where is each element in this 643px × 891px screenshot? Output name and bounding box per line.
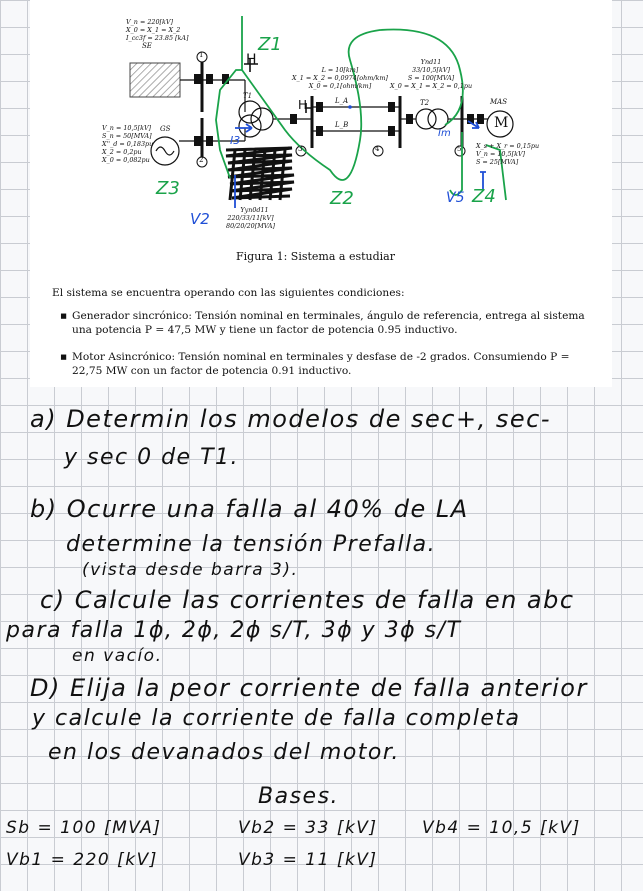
base-vb2: Vb2 = 33 [kV] xyxy=(238,818,378,838)
base-vb3: Vb3 = 11 [kV] xyxy=(238,850,378,870)
v5-label: V5 xyxy=(446,190,465,206)
se-params: V_n = 220[kV] X_0 = X_1 = X_2 I_cc3f = 23.85 [kA] SE xyxy=(126,18,189,50)
figure-caption: Figura 1: Sistema a estudiar xyxy=(236,250,395,263)
zone-1-label: Z1 xyxy=(258,34,282,55)
question-c-line1: c) Calcule las corrientes de falla en abc xyxy=(40,586,575,614)
base-vb1: Vb1 = 220 [kV] xyxy=(6,850,158,870)
gs-params: V_n = 10,5[kV] S_n = 50[MVA] X''_d = 0,183pu X_2 = 0,2pu X_0 = 0,082pu xyxy=(102,124,154,164)
t1-label: T1 xyxy=(243,92,253,100)
transformer-t2 xyxy=(416,109,436,129)
t2-label: T2 xyxy=(420,99,430,107)
gs-label: GS xyxy=(160,125,171,133)
h-mark-1: H xyxy=(246,52,257,68)
question-c-line3: en vacío. xyxy=(72,646,163,666)
t2-params: Ynd11 33/10,5[kV] S = 100[MVA] X_0 = X_1 = X_2 = 0,1pu xyxy=(390,58,473,90)
question-b-line2: determine la tensión Prefalla. xyxy=(66,532,437,557)
v2-label: V2 xyxy=(190,210,210,228)
bases-title: Bases. xyxy=(258,784,340,809)
base-sb: Sb = 100 [MVA] xyxy=(6,818,162,838)
lb-label: L_B xyxy=(335,121,349,129)
node-1-label: 1 xyxy=(199,51,204,59)
transformer-t1 xyxy=(239,101,261,123)
scribble xyxy=(226,148,294,200)
t1-params: Yyn0d11 220/33/11[kV] 80/20/20[MVA] xyxy=(226,206,276,230)
zone-4-label: Z4 xyxy=(472,186,496,207)
question-d-line2: y calcule la corriente de falla completa xyxy=(32,706,521,731)
se-source xyxy=(130,63,180,97)
question-d-line1: D) Elija la peor corriente de falla anterior xyxy=(30,674,588,702)
question-a-line2: y sec 0 de T1. xyxy=(64,445,240,470)
node-2-label: 2 xyxy=(199,156,204,164)
line-params: L = 10[km] X_1 = X_2 = 0,0974[ohm/km] X_0 = 0,1[ohm/km] xyxy=(292,66,388,90)
motor-symbol: M xyxy=(494,115,509,131)
h-mark-2: H xyxy=(298,98,308,112)
zone-3-label: Z3 xyxy=(156,178,180,199)
node-3-label: 3 xyxy=(298,145,303,153)
condition-motor: ▪ Motor Asincrónico: Tensión nominal en terminales y desfase de -2 grados. Consumiendo P = 22,75 MW con un factor de potencia 0.91 inductivo. xyxy=(60,351,570,377)
i3-label: I3 xyxy=(230,134,241,147)
question-a-line1: a) Determin los modelos de sec+, sec- xyxy=(30,405,551,433)
question-c-line2: para falla 1ϕ, 2ϕ, 2ϕ s/T, 3ϕ y 3ϕ s/T xyxy=(6,618,462,643)
se-label: SE xyxy=(142,42,152,50)
exam-sheet xyxy=(30,0,612,387)
zone-2-label: Z2 xyxy=(330,188,354,209)
mas-params: X_s + X_r = 0,15pu V_n = 10,5[kV] S = 25[MVA] xyxy=(476,142,540,166)
base-vb4: Vb4 = 10,5 [kV] xyxy=(422,818,581,838)
intro-text: El sistema se encuentra operando con las siguientes condiciones: xyxy=(52,287,405,299)
la-label: L_A xyxy=(335,97,349,105)
node-4-label: 4 xyxy=(375,145,380,153)
question-b-line3: (vista desde barra 3). xyxy=(82,560,299,580)
im-label: Im xyxy=(438,128,451,139)
condition-generator: ▪ Generador sincrónico: Tensión nominal en terminales, ángulo de referencia, entrega al sistema una potencia P = 47,5 MW y tiene un factor de potencia 0.95 inductivo. xyxy=(60,310,585,336)
question-d-line3: en los devanados del motor. xyxy=(48,740,400,765)
mas-label: MAS xyxy=(490,98,508,106)
node-5-label: 5 xyxy=(457,145,462,153)
question-b-line1: b) Ocurre una falla al 40% de LA xyxy=(30,495,469,523)
